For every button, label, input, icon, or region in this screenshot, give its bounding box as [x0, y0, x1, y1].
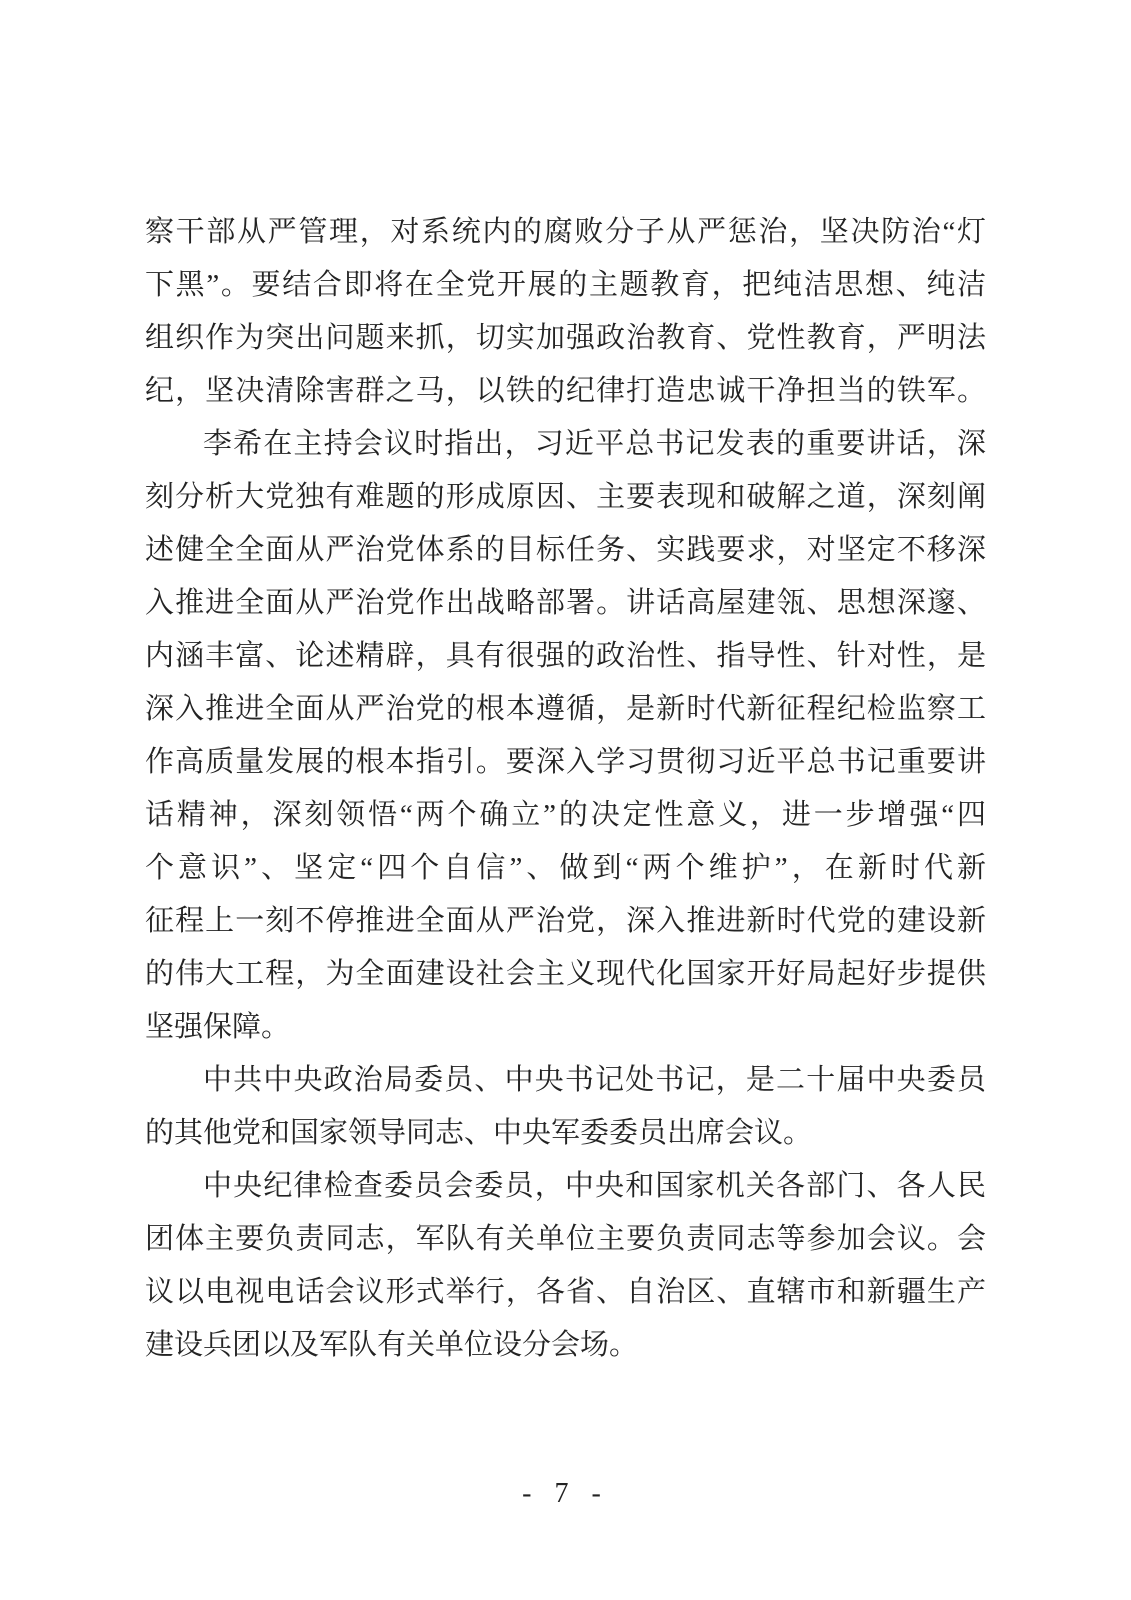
text-line: 中央纪律检查委员会委员，中央和国家机关各部门、各人民 [203, 1170, 986, 1202]
paragraph [145, 206, 986, 418]
page-footer [0, 1478, 1131, 1510]
paragraph [145, 418, 986, 1054]
text-line: 察干部从严管理，对系统内的腐败分子从严惩治，坚决防治“灯 [145, 216, 986, 248]
text-line: 团体主要负责同志，军队有关单位主要负责同志等参加会议。会 [145, 1223, 986, 1255]
text-line: 深入推进全面从严治党的根本遵循，是新时代新征程纪检监察工 [145, 693, 986, 725]
text-line: 组织作为突出问题来抓，切实加强政治教育、党性教育，严明法 [145, 322, 986, 354]
paragraph [145, 1160, 986, 1372]
text-line: 的伟大工程，为全面建设社会主义现代化国家开好局起好步提供 [145, 958, 986, 990]
text-line: 入推进全面从严治党作出战略部署。讲话高屋建瓴、思想深邃、 [145, 587, 986, 619]
text-line: 话精神，深刻领悟“两个确立”的决定性意义，进一步增强“四 [145, 799, 986, 831]
text-line: 建设兵团以及军队有关单位设分会场。 [145, 1329, 639, 1361]
text-line: 征程上一刻不停推进全面从严治党，深入推进新时代党的建设新 [145, 905, 986, 937]
text-line: 议以电视电话会议形式举行，各省、自治区、直辖市和新疆生产 [145, 1276, 986, 1308]
text-line: 纪，坚决清除害群之马，以铁的纪律打造忠诚干净担当的铁军。 [145, 375, 986, 407]
paragraph [145, 1054, 986, 1160]
text-line: 刻分析大党独有难题的形成原因、主要表现和破解之道，深刻阐 [145, 481, 986, 513]
text-line: 下黑”。要结合即将在全党开展的主题教育，把纯洁思想、纯洁 [145, 269, 986, 301]
page-number: - 7 - [522, 1478, 609, 1509]
text-line: 中共中央政治局委员、中央书记处书记，是二十届中央委员 [203, 1064, 986, 1096]
text-line: 个意识”、坚定“四个自信”、做到“两个维护”，在新时代新 [145, 852, 986, 884]
text-line: 述健全全面从严治党体系的目标任务、实践要求，对坚定不移深 [145, 534, 986, 566]
text-line: 的其他党和国家领导同志、中央军委委员出席会议。 [145, 1117, 813, 1149]
text-line: 内涵丰富、论述精辟，具有很强的政治性、指导性、针对性，是 [145, 640, 986, 672]
document-body [145, 206, 986, 1372]
text-line: 坚强保障。 [145, 1011, 291, 1043]
text-line: 李希在主持会议时指出，习近平总书记发表的重要讲话，深 [203, 428, 986, 460]
text-line: 作高质量发展的根本指引。要深入学习贯彻习近平总书记重要讲 [145, 746, 986, 778]
